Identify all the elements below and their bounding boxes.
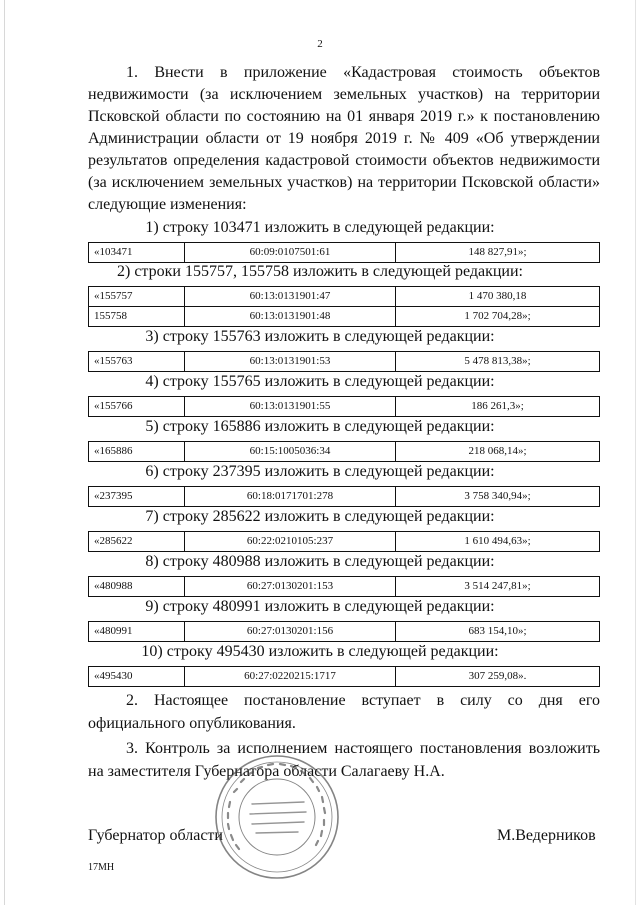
amendment-heading-7: 7) строку 285622 изложить в следующей редакции: bbox=[145, 508, 495, 525]
amendment-heading-9: 9) строку 480991 изложить в следующей редакции: bbox=[145, 598, 495, 615]
cadastral-value: 1 470 380,18 bbox=[396, 287, 600, 307]
intro-paragraph: 1. Внести в приложение «Кадастровая стоимость объектов недвижимости (за исключением земельных участков) на территории Псковской области по состоянию на 01 января 2019 г.» к постановлению Администрации области от 19 ноября 2019 г. № 409 «Об утверждении результатов определения кадастровой стоимости объектов недвижимости (за исключением земельных участков) на территории Псковской области» следующие изменения: bbox=[88, 64, 600, 213]
table-row bbox=[89, 307, 600, 327]
amendment-table-7 bbox=[88, 531, 600, 552]
cadastral-number: 60:13:0131901:55 bbox=[185, 397, 396, 417]
cadastral-value: 3 514 247,81»; bbox=[396, 577, 600, 597]
signature-position: Губернатор области bbox=[88, 827, 223, 844]
row-number: «165886 bbox=[89, 442, 185, 462]
page-edge-right bbox=[635, 0, 636, 905]
amendment-heading-2: 2) строки 155757, 155758 изложить в следующей редакции: bbox=[117, 263, 523, 280]
cadastral-value: 5 478 813,38»; bbox=[396, 352, 600, 372]
row-number: «155757 bbox=[89, 287, 185, 307]
row-number: «155766 bbox=[89, 397, 185, 417]
amendment-table-10 bbox=[88, 666, 600, 687]
cadastral-number: 60:13:0131901:48 bbox=[185, 307, 396, 327]
cadastral-value: 1 702 704,28»; bbox=[396, 307, 600, 327]
table-row bbox=[89, 577, 600, 597]
amendment-table-5 bbox=[88, 441, 600, 462]
table-row bbox=[89, 532, 600, 552]
amendment-heading-1: 1) строку 103471 изложить в следующей редакции: bbox=[145, 219, 495, 236]
cadastral-number: 60:22:0210105:237 bbox=[185, 532, 396, 552]
cadastral-value: 307 259,08». bbox=[396, 667, 600, 687]
amendment-heading-5: 5) строку 165886 изложить в следующей редакции: bbox=[145, 418, 495, 435]
row-number: «480991 bbox=[89, 622, 185, 642]
amendment-heading-3: 3) строку 155763 изложить в следующей редакции: bbox=[145, 328, 495, 345]
cadastral-value: 186 261,3»; bbox=[396, 397, 600, 417]
table-row bbox=[89, 287, 600, 307]
cadastral-number: 60:27:0220215:1717 bbox=[185, 667, 396, 687]
row-number: 155758 bbox=[89, 307, 185, 327]
cadastral-number: 60:15:1005036:34 bbox=[185, 442, 396, 462]
amendment-table-3 bbox=[88, 351, 600, 372]
amendment-table-6 bbox=[88, 486, 600, 507]
row-number: «155763 bbox=[89, 352, 185, 372]
cadastral-value: 1 610 494,63»; bbox=[396, 532, 600, 552]
official-seal-icon bbox=[212, 752, 342, 882]
row-number: «103471 bbox=[89, 243, 185, 263]
table-row bbox=[89, 667, 600, 687]
amendment-table-4 bbox=[88, 396, 600, 417]
cadastral-number: 60:13:0131901:47 bbox=[185, 287, 396, 307]
cadastral-number: 60:27:0130201:156 bbox=[185, 622, 396, 642]
cadastral-value: 218 068,14»; bbox=[396, 442, 600, 462]
signature-name: М.Ведерников bbox=[497, 827, 596, 844]
table-row bbox=[89, 622, 600, 642]
row-number: «495430 bbox=[89, 667, 185, 687]
amendment-table-2 bbox=[88, 286, 600, 327]
row-number: «480988 bbox=[89, 577, 185, 597]
table-row bbox=[89, 397, 600, 417]
cadastral-value: 148 827,91»; bbox=[396, 243, 600, 263]
amendment-heading-10: 10) строку 495430 изложить в следующей редакции: bbox=[141, 643, 499, 660]
amendment-heading-4: 4) строку 155765 изложить в следующей редакции: bbox=[145, 373, 495, 390]
table-row bbox=[89, 352, 600, 372]
table-row bbox=[89, 487, 600, 507]
footer-code: 17МН bbox=[88, 862, 115, 873]
amendment-table-9 bbox=[88, 621, 600, 642]
cadastral-number: 60:09:0107501:61 bbox=[185, 243, 396, 263]
amendment-heading-6: 6) строку 237395 изложить в следующей редакции: bbox=[145, 463, 495, 480]
cadastral-number: 60:27:0130201:153 bbox=[185, 577, 396, 597]
paragraph-2: 2. Настоящее постановление вступает в силу со дня его официального опубликования. bbox=[88, 692, 600, 732]
cadastral-value: 683 154,10»; bbox=[396, 622, 600, 642]
amendment-table-1 bbox=[88, 242, 600, 263]
cadastral-number: 60:18:0171701:278 bbox=[185, 487, 396, 507]
amendment-heading-8: 8) строку 480988 изложить в следующей редакции: bbox=[145, 553, 495, 570]
table-row bbox=[89, 243, 600, 263]
amendment-table-8 bbox=[88, 576, 600, 597]
cadastral-value: 3 758 340,94»; bbox=[396, 487, 600, 507]
page-edge-left bbox=[4, 0, 5, 905]
table-row bbox=[89, 442, 600, 462]
row-number: «237395 bbox=[89, 487, 185, 507]
paragraph-3: 3. Контроль за исполнением настоящего постановления возложить на заместителя Губернатора области Салагаеву Н.А. bbox=[88, 740, 600, 780]
page-number: 2 bbox=[317, 38, 323, 50]
row-number: «285622 bbox=[89, 532, 185, 552]
cadastral-number: 60:13:0131901:53 bbox=[185, 352, 396, 372]
